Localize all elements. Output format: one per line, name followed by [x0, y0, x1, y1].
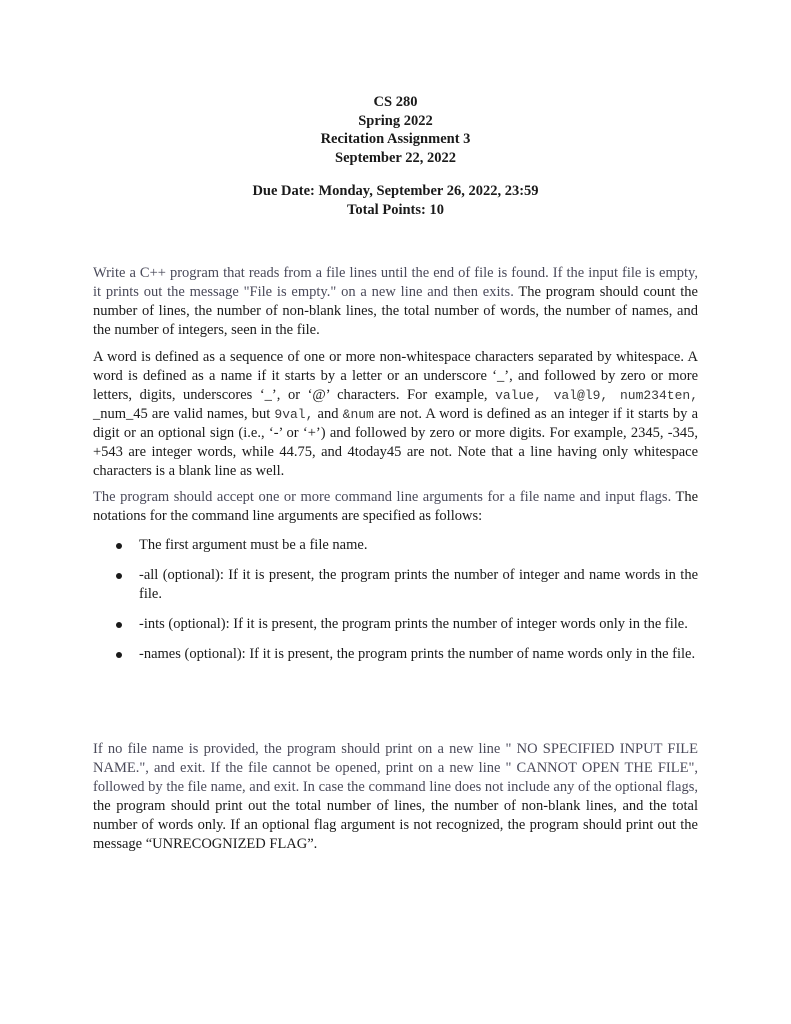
definition-text-3: and	[313, 406, 343, 422]
definition-text-1: A word is defined as a sequence of one or more non-whitespace characters separated by whitespace. A word is defined as a name if it starts by a letter or an underscore ‘_’, and followed by zero or more letters, digits, underscores ‘_’, or ‘@’ characters. For example,	[93, 349, 698, 403]
list-item	[113, 615, 698, 634]
bullet-icon	[116, 573, 122, 579]
intro-requirements: The program should count the number of lines, the number of non-blank lines, the total number of words, the number of names, and the number of integers, seen in the file.	[93, 284, 698, 338]
errors-output: the program should print out the total number of lines, the number of non-blank lines, and the total number of words only. If an optional flag argument is not recognized, the program should print out the message “UNRECOGNIZED FLAG”.	[93, 798, 698, 852]
code-example-invalid-2: &num	[342, 407, 374, 422]
list-item	[113, 536, 698, 555]
arguments-notation: The notations for the command line arguments are specified as follows:	[93, 489, 699, 524]
document-header	[0, 93, 791, 167]
list-item-text: The first argument must be a file name.	[139, 537, 368, 553]
due-date: Due Date: Monday, September 26, 2022, 23:59	[252, 183, 539, 199]
assignment-date: September 22, 2022	[335, 149, 456, 166]
total-points: Total Points: 10	[347, 201, 444, 218]
list-item-text: -ints (optional): If it is present, the program prints the number of integer words only in the file.	[139, 616, 688, 632]
bullet-icon	[116, 543, 122, 549]
intro-sentence: Write a C++ program that reads from a file lines until the end of file is found. If the input file is empty, it prints out the message "File is empty." on a new line and then exits.	[93, 265, 698, 300]
argument-list	[113, 536, 698, 675]
list-item	[113, 566, 698, 604]
errors-sentence: If no file name is provided, the program should print on a new line " NO SPECIFIED INPUT FILE NAME.", and exit. If the file cannot be opened, print on a new line " CANNOT OPEN THE FILE", followed by the file name, and exit. In case the command line does not include any of the optional flags,	[93, 741, 698, 795]
course-code: CS 280	[373, 94, 418, 110]
list-item	[113, 645, 698, 664]
paragraph-arguments	[93, 488, 698, 526]
arguments-sentence: The program should accept one or more command line arguments for a file name and input flags.	[93, 489, 672, 505]
definition-text-2: _num_45 are valid names, but	[93, 406, 275, 422]
definition-text-4: are not. A word is defined as an integer if it starts by a digit or an optional sign (i.e., ‘-’ or ‘+’) and followed by zero or more digits. For example, 2345, -345, +543 are integer words, while 44.75, and 4today45 are not. Note that a line having only whitespace characters is a blank line as well.	[93, 406, 699, 479]
code-example-names: value, val@l9, num234ten,	[495, 388, 698, 403]
code-example-invalid-1: 9val,	[274, 407, 314, 422]
paragraph-errors	[93, 740, 698, 854]
assignment-title: Recitation Assignment 3	[320, 131, 471, 147]
paragraph-definitions	[93, 348, 698, 481]
paragraph-intro	[93, 264, 698, 340]
list-item-text: -all (optional): If it is present, the program prints the number of integer and name words in the file.	[139, 567, 698, 602]
list-item-text: -names (optional): If it is present, the program prints the number of name words only in the file.	[139, 646, 696, 662]
bullet-icon	[116, 652, 122, 658]
due-info	[0, 182, 791, 219]
bullet-icon	[116, 622, 122, 628]
term: Spring 2022	[358, 112, 433, 129]
